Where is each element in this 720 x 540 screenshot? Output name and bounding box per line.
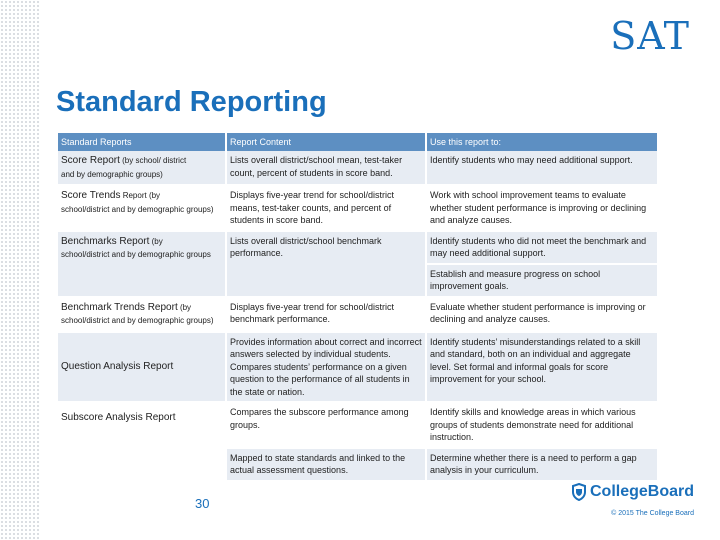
report-scope-inline: Report (by [120, 191, 161, 200]
report-name-cell [58, 151, 226, 185]
report-use-cell: Identify students who may need additional support. [426, 151, 658, 185]
collegeboard-wordmark: CollegeBoard [589, 483, 694, 500]
report-scope-inline: (by [149, 236, 163, 246]
report-content-cell: Compares the subscore performance among groups. [226, 402, 426, 448]
report-scope: school/district and by demographic groups) [61, 204, 214, 214]
table-header-row [58, 133, 658, 151]
report-name-cell [58, 231, 226, 297]
report-use-cell: Evaluate whether student performance is improving or declining and analyze causes. [426, 297, 658, 332]
report-use-cell: Identify skills and knowledge areas in which various groups of students demonstrate need for additional instruction. [426, 402, 658, 448]
report-scope: and by demographic groups) [61, 169, 163, 179]
report-use-cell: Identify students’ misunderstandings related to a skill and standard, both on an individual and aggregate level. Set formal and informal goals for score improvement for your school. [426, 332, 658, 403]
report-scope: school/district and by demographic groups) [61, 316, 214, 325]
dotted-margin-pattern [0, 0, 40, 540]
report-scope-inline: (by school/ district [119, 156, 187, 165]
report-content-cell: Mapped to state standards and linked to the actual assessment questions. [226, 448, 426, 481]
page-title: Standard Reporting [56, 86, 327, 118]
report-name-cell [58, 332, 226, 403]
acorn-shield-icon [571, 483, 587, 501]
report-content-cell: Displays five-year trend for school/district means, test-taker counts, and percent of students in score band. [226, 185, 426, 231]
table-row [58, 151, 658, 185]
column-header: Use this report to: [426, 133, 658, 151]
report-name: Score Trends [61, 190, 121, 201]
table-row [58, 332, 658, 403]
report-name: Benchmarks Report [61, 235, 150, 247]
report-name-cell [58, 185, 226, 231]
collegeboard-logo [571, 483, 694, 501]
report-scope-inline: (by [177, 302, 192, 312]
report-name: Question Analysis Report [61, 361, 174, 372]
page-number: 30 [195, 496, 210, 511]
table-row [58, 231, 658, 264]
report-use-cell: Determine whether there is a need to perform a gap analysis in your curriculum. [426, 448, 658, 481]
table-row [58, 185, 658, 231]
report-use-cell: Identify students who did not meet the benchmark and may need additional support. [426, 231, 658, 264]
report-content-cell: Lists overall district/school benchmark performance. [226, 231, 426, 297]
table-row [58, 297, 658, 332]
report-use-cell: Work with school improvement teams to evaluate whether student performance is improving or declining and analyze causes. [426, 185, 658, 231]
report-name: Benchmark Trends Report [61, 301, 178, 313]
report-content-cell: Displays five-year trend for school/district benchmark performance. [226, 297, 426, 332]
column-header: Report Content [226, 133, 426, 151]
report-content-cell: Lists overall district/school mean, test-taker count, percent of students in score band. [226, 151, 426, 185]
report-name-cell [58, 297, 226, 332]
sat-logo: SAT [610, 14, 690, 58]
report-name: Score Report [61, 155, 120, 166]
report-scope: school/district and by demographic groups [61, 250, 211, 259]
report-name: Subscore Analysis Report [61, 412, 176, 423]
report-use-cell: Establish and measure progress on school improvement goals. [426, 264, 658, 297]
column-header: Standard Reports [58, 133, 226, 151]
copyright-text: © 2015 The College Board [611, 510, 694, 517]
table-row [58, 402, 658, 448]
report-name-cell [58, 402, 226, 481]
reports-table [58, 133, 659, 482]
report-content-cell: Provides information about correct and incorrect answers selected by individual students. Compares students’ performance on a given question to the performance of all students in the state or nation. [226, 332, 426, 403]
